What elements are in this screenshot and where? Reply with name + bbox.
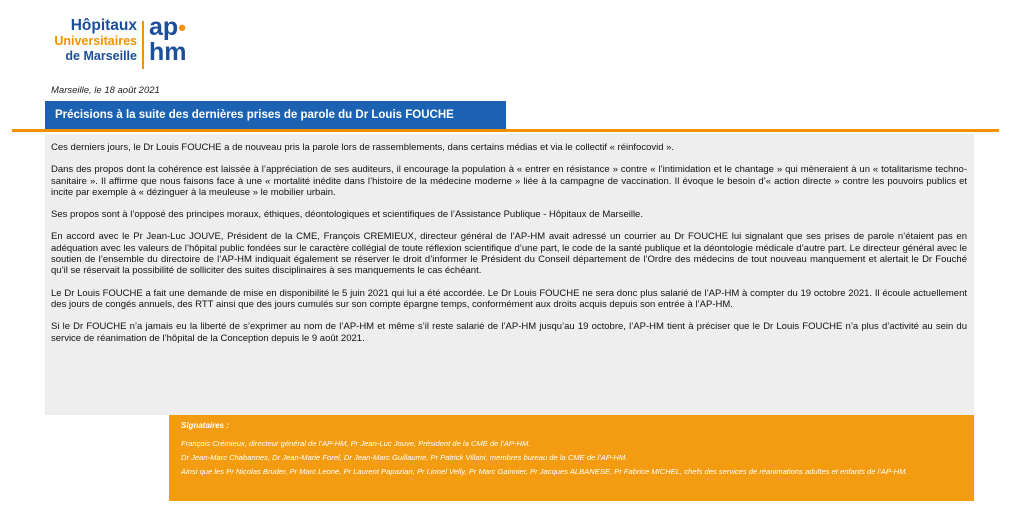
signatories-heading: Signataires :	[181, 421, 230, 430]
logo-divider	[142, 21, 144, 69]
title-divider	[12, 129, 999, 132]
paragraph: Ces derniers jours, le Dr Louis FOUCHE a de nouveau pris la parole lors de rassemblements, dans certains médias et via le collectif « réinfocovid ».	[51, 142, 675, 153]
logo-mark-top: ap	[149, 13, 179, 41]
logo-aphm-mark	[149, 15, 187, 65]
page-title: Précisions à la suite des dernières prises de parole du Dr Louis FOUCHE	[45, 101, 506, 129]
signatory-line: Ainsi que les Pr Nicolas Bruder, Pr Marc Leone, Pr Laurent Papazian, Pr Lionel Velly, Pr Marc Gainnier, Pr Jacques ALBANESE, Pr Fabrice MICHEL, chefs des services de réanimations adultes et enfants de l’AP-HM.	[181, 467, 908, 476]
signatory-line: Dr Jean-Marc Chabannes, Dr Jean-Marie Forel, Dr Jean-Marc Guillaume, Pr Patrick Villani, membres bureau de la CME de l’AP-HM.	[181, 453, 628, 462]
logo-line-1: Hôpitaux	[70, 17, 137, 34]
logo-wordmark	[49, 17, 137, 64]
logo-line-3: de Marseille	[65, 49, 137, 63]
signatory-line: François Crémieux, directeur général de l’AP-HM, Pr Jean-Luc Jouve, Président de la CME de l’AP-HM.	[181, 439, 531, 448]
logo-mark-bottom: hm	[149, 38, 187, 66]
dateline: Marseille, le 18 août 2021	[51, 85, 160, 96]
statement-body	[45, 134, 974, 415]
logo-line-2: Universitaires	[54, 34, 137, 48]
paragraph: Le Dr Louis FOUCHE a fait une demande de mise en disponibilité le 5 juin 2021 qui lui a été accordée. Le Dr Louis FOUCHE ne sera donc plus salarié de l’AP-HM à compter du 19 octobre 2021. Il écoule actuellement des jours de congés annuels, des RTT ainsi que des jours cumulés sur son compte épargne temps, conformément aux droits acquis depuis son entrée à l’AP-HM.	[51, 287, 967, 310]
paragraph: En accord avec le Pr Jean-Luc JOUVE, Président de la CME, François CREMIEUX, directeur général de l’AP-HM avait adressé un courrier au Dr FOUCHE lui signalant que ses prises de parole n’étaient pas en adéquation avec les valeurs de l’hôpital public fondées sur le caractère collégial de toute réflexion scientifique d’une part, le code de la santé publique et la déontologie médicale d’autre part. Le directeur général avec le soutien de l’ensemble du directoire de l’AP-HM indiquait également se réserver le droit d’informer le Président du Conseil département de l’Ordre des médecins de tout nouveau manquement et alertait le Dr Fouché qu’il se réservait la possibilité de solliciter des suites disciplinaires à ses manquements le cas échéant.	[51, 231, 967, 277]
paragraph: Dans des propos dont la cohérence est laissée à l’appréciation de ses auditeurs, il encourage la population à « entrer en résistance » contre « l’intimidation et le chantage » qui mèneraient à un « totalitarisme techno-sanitaire ». Il affirme que nous faisons face à une « mortalité inédite dans l’histoire de la médecine moderne » liée à la campagne de vaccination. Il évoque le besoin d’« action directe » contre les pouvoirs publics et incite par exemple à « dézinguer à la meuleuse » le mobilier urbain.	[51, 164, 967, 198]
signatories-box	[169, 415, 974, 501]
paragraph: Ses propos sont à l’opposé des principes moraux, éthiques, déontologiques et scientifiques de l’Assistance Publique - Hôpitaux de Marseille.	[51, 209, 643, 221]
paragraph: Si le Dr FOUCHE n’a jamais eu la liberté de s’exprimer au nom de l’AP-HM et même s’il reste salarié de l’AP-HM jusqu’au 19 octobre, l’AP-HM tient à préciser que le Dr Louis FOUCHE n’a plus d’activité au sein du service de réanimation de l’hôpital de la Conception depuis le 9 août 2021.	[51, 321, 967, 344]
logo-dot-icon: •	[178, 15, 186, 40]
